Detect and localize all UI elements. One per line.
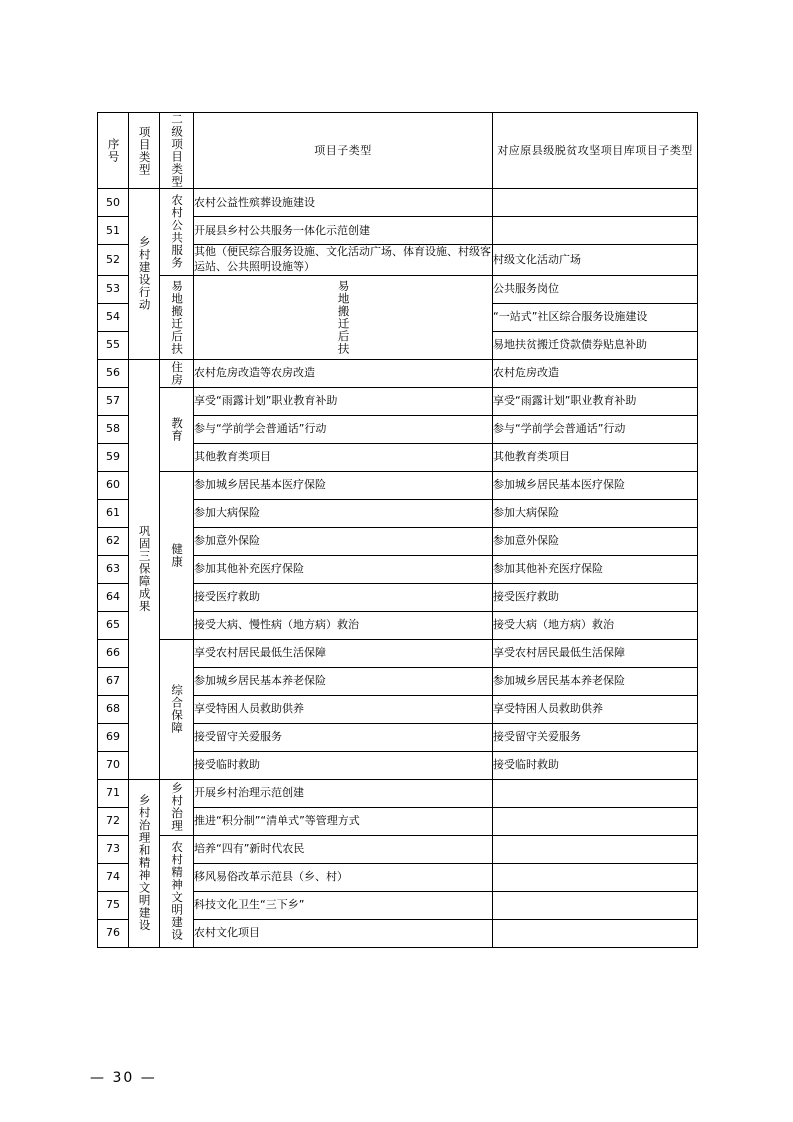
row-subcategory <box>160 387 194 471</box>
row-subcategory <box>160 779 194 835</box>
row-seq: 59 <box>98 443 129 471</box>
row-seq: 57 <box>98 387 129 415</box>
row-category <box>129 189 160 360</box>
row-library-subtype <box>493 835 698 863</box>
row-library-subtype: 参加城乡居民基本医疗保险 <box>493 471 698 499</box>
row-project-subtype: 参与“学前学会普通话”行动 <box>194 415 493 443</box>
table-row <box>98 779 698 807</box>
row-seq: 67 <box>98 667 129 695</box>
page-number: — 30 — <box>90 1070 157 1086</box>
row-subcategory-label: 农村公共服务 <box>170 194 185 270</box>
row-category-label: 易地搬迁后扶 <box>170 279 185 355</box>
row-project-subtype: 其他（便民综合服务设施、文化活动广场、体育设施、村级客运站、公共照明设施等） <box>194 245 493 276</box>
row-project-subtype: 易地扶贫搬迁贷款债券贴息补助 <box>493 331 698 359</box>
table-row <box>98 471 698 499</box>
table-row <box>98 359 698 387</box>
row-seq: 64 <box>98 583 129 611</box>
row-seq: 52 <box>98 245 129 276</box>
row-project-subtype: “一站式”社区综合服务设施建设 <box>493 303 698 331</box>
row-library-subtype: 参加大病保险 <box>493 499 698 527</box>
row-seq: 56 <box>98 359 129 387</box>
row-subcategory-label: 健康 <box>170 542 185 568</box>
row-project-subtype: 公共服务岗位 <box>493 275 698 303</box>
row-seq: 65 <box>98 611 129 639</box>
row-subcategory-label: 住房 <box>170 360 185 386</box>
row-seq: 62 <box>98 527 129 555</box>
row-project-subtype: 参加意外保险 <box>194 527 493 555</box>
table-header-row <box>98 113 698 189</box>
row-project-subtype: 农村危房改造等农房改造 <box>194 359 493 387</box>
row-library-subtype <box>493 863 698 891</box>
row-category <box>160 275 194 359</box>
row-library-subtype: 参加其他补充医疗保险 <box>493 555 698 583</box>
row-seq: 58 <box>98 415 129 443</box>
row-seq: 63 <box>98 555 129 583</box>
row-library-subtype: 享受农村居民最低生活保障 <box>493 639 698 667</box>
row-category-label: 乡村治理和精神文明建设 <box>137 794 152 932</box>
header-category <box>129 113 160 189</box>
row-subcategory-label: 农村精神文明建设 <box>170 841 185 942</box>
header-subcategory-label: 二级项目类型 <box>170 113 185 188</box>
table-body <box>98 189 698 948</box>
row-project-subtype: 开展县乡村公共服务一体化示范创建 <box>194 217 493 245</box>
row-project-subtype: 农村公益性殡葬设施建设 <box>194 189 493 217</box>
row-seq: 68 <box>98 695 129 723</box>
row-project-subtype: 参加城乡居民基本医疗保险 <box>194 471 493 499</box>
row-seq: 66 <box>98 639 129 667</box>
row-library-subtype: 享受“雨露计划”职业教育补助 <box>493 387 698 415</box>
row-library-subtype <box>493 919 698 947</box>
row-project-subtype: 接受大病、慢性病（地方病）救治 <box>194 611 493 639</box>
row-project-subtype: 接受留守关爱服务 <box>194 723 493 751</box>
row-library-subtype: 参加意外保险 <box>493 527 698 555</box>
row-seq: 61 <box>98 499 129 527</box>
row-project-subtype: 享受农村居民最低生活保障 <box>194 639 493 667</box>
row-seq: 75 <box>98 891 129 919</box>
row-seq: 50 <box>98 189 129 217</box>
table-row <box>98 275 698 303</box>
row-library-subtype: 接受医疗救助 <box>493 583 698 611</box>
row-subcategory <box>160 471 194 639</box>
table-row <box>98 387 698 415</box>
row-seq: 69 <box>98 723 129 751</box>
row-project-subtype: 参加其他补充医疗保险 <box>194 555 493 583</box>
row-seq: 72 <box>98 807 129 835</box>
row-library-subtype <box>493 189 698 217</box>
row-subcategory-label: 综合保障 <box>170 684 185 735</box>
table-header <box>98 113 698 189</box>
row-category <box>129 779 160 947</box>
row-category <box>129 359 160 779</box>
row-library-subtype: 享受特困人员救助供养 <box>493 695 698 723</box>
row-library-subtype: 接受留守关爱服务 <box>493 723 698 751</box>
row-project-subtype: 移风易俗改革示范县（乡、村） <box>194 863 493 891</box>
row-subcategory-label: 乡村治理 <box>170 782 185 833</box>
row-library-subtype: 接受临时救助 <box>493 751 698 779</box>
row-library-subtype <box>493 779 698 807</box>
row-library-subtype: 其他教育类项目 <box>493 443 698 471</box>
header-project-subtype: 项目子类型 <box>194 113 493 189</box>
header-seq <box>98 113 129 189</box>
row-seq: 74 <box>98 863 129 891</box>
row-project-subtype: 其他教育类项目 <box>194 443 493 471</box>
row-project-subtype: 参加城乡居民基本养老保险 <box>194 667 493 695</box>
row-seq: 51 <box>98 217 129 245</box>
row-seq: 70 <box>98 751 129 779</box>
header-library-subtype: 对应原县级脱贫攻坚项目库项目子类型 <box>493 113 698 189</box>
project-type-table <box>97 112 698 948</box>
row-seq: 76 <box>98 919 129 947</box>
row-project-subtype: 参加大病保险 <box>194 499 493 527</box>
row-category-label: 乡村建设行动 <box>137 236 152 312</box>
row-project-subtype: 接受临时救助 <box>194 751 493 779</box>
row-category-label: 巩固三保障成果 <box>137 525 152 613</box>
row-subcategory <box>160 835 194 947</box>
row-library-subtype: 参加城乡居民基本养老保险 <box>493 667 698 695</box>
row-library-subtype <box>493 891 698 919</box>
row-seq: 73 <box>98 835 129 863</box>
row-project-subtype: 培养“四有”新时代农民 <box>194 835 493 863</box>
row-library-subtype <box>493 807 698 835</box>
row-project-subtype: 享受“雨露计划”职业教育补助 <box>194 387 493 415</box>
row-seq: 55 <box>98 331 129 359</box>
project-type-table-wrapper <box>97 112 697 948</box>
row-subcategory-label: 教育 <box>170 416 185 442</box>
row-project-subtype: 科技文化卫生“三下乡” <box>194 891 493 919</box>
row-subcategory <box>160 639 194 779</box>
row-project-subtype: 农村文化项目 <box>194 919 493 947</box>
row-library-subtype: 参与“学前学会普通话”行动 <box>493 415 698 443</box>
row-project-subtype: 接受医疗救助 <box>194 583 493 611</box>
row-project-subtype: 开展乡村治理示范创建 <box>194 779 493 807</box>
header-subcategory <box>160 113 194 189</box>
row-library-subtype: 接受大病（地方病）救治 <box>493 611 698 639</box>
row-subcategory-label: 易地搬迁后扶 <box>336 279 351 355</box>
row-seq: 60 <box>98 471 129 499</box>
row-project-subtype: 享受特困人员救助供养 <box>194 695 493 723</box>
row-library-subtype: 村级文化活动广场 <box>493 245 698 276</box>
table-row <box>98 639 698 667</box>
table-row <box>98 835 698 863</box>
table-row <box>98 189 698 217</box>
row-seq: 54 <box>98 303 129 331</box>
row-project-subtype: 推进“积分制”“清单式”等管理方式 <box>194 807 493 835</box>
row-seq: 71 <box>98 779 129 807</box>
row-library-subtype <box>493 217 698 245</box>
row-seq: 53 <box>98 275 129 303</box>
header-category-label: 项目类型 <box>137 125 152 176</box>
header-seq-label: 序号 <box>106 138 121 163</box>
row-subcategory <box>160 359 194 387</box>
row-subcategory <box>194 275 493 359</box>
row-library-subtype: 农村危房改造 <box>493 359 698 387</box>
row-subcategory <box>160 189 194 276</box>
